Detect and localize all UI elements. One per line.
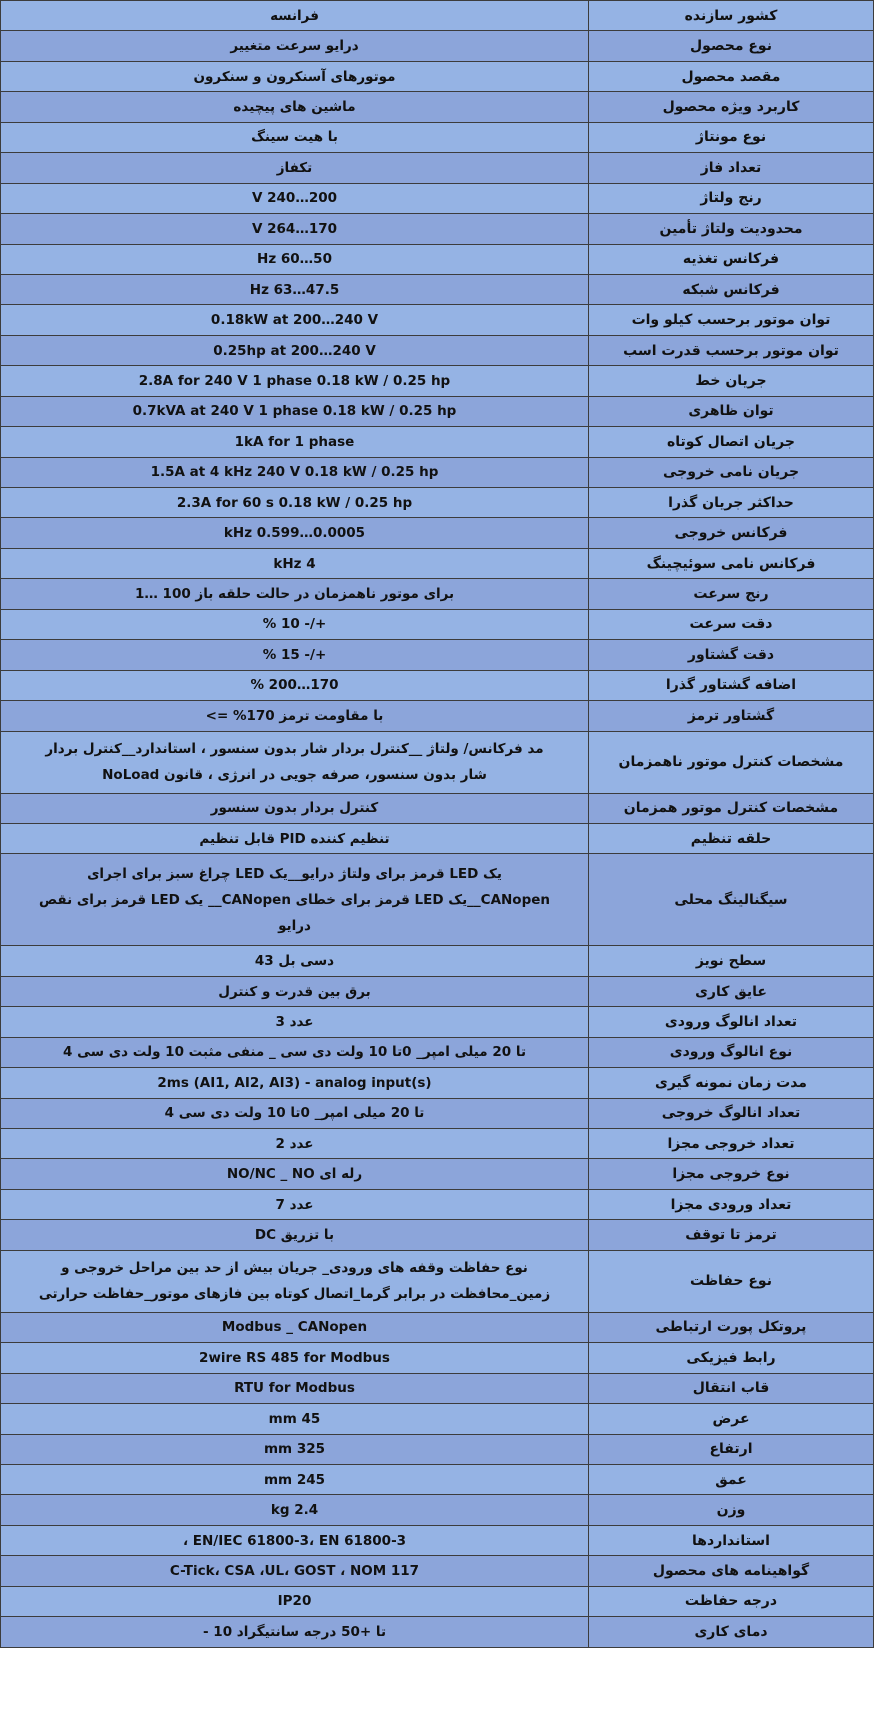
spec-row [1, 518, 874, 548]
spec-key: ارتفاع [589, 1434, 874, 1464]
spec-value [1, 1068, 589, 1098]
spec-value [1, 946, 589, 976]
spec-value-line: با تزریق DC [254, 1227, 335, 1244]
spec-key: نوع خروجی مجزا [589, 1159, 874, 1189]
spec-row [1, 1068, 874, 1098]
spec-row [1, 61, 874, 91]
spec-value [1, 609, 589, 639]
spec-value [1, 92, 589, 122]
spec-value [1, 1129, 589, 1159]
spec-value [1, 793, 589, 823]
spec-value-line: IP20 [277, 1593, 312, 1610]
spec-row [1, 640, 874, 670]
spec-value [1, 366, 589, 396]
spec-value-line: 2.4 kg [270, 1502, 319, 1519]
spec-value-line: زمین_محافظت در برابر گرما_اتصال کوتاه بین فازهای موتور_حفاظت حرارتی [38, 1286, 551, 1303]
spec-value-line: 2ms (AI1, AI2, AI3) - analog input(s) [157, 1074, 432, 1091]
spec-row [1, 335, 874, 365]
spec-row [1, 579, 874, 609]
spec-value-line: عدد 7 [275, 1196, 314, 1213]
spec-row [1, 1312, 874, 1342]
spec-key: مدت زمان نمونه گیری [589, 1068, 874, 1098]
spec-row [1, 214, 874, 244]
spec-value-line: 2.3A for 60 s 0.18 kW / 0.25 hp [176, 494, 413, 511]
spec-row [1, 31, 874, 61]
spec-value-line: تا 20 میلی امپر_ 0تا 10 ولت دی سی 4 [164, 1105, 425, 1122]
spec-value-line: برق بین قدرت و کنترل [218, 983, 371, 1000]
spec-key: نوع حفاظت [589, 1250, 874, 1312]
spec-row [1, 457, 874, 487]
spec-value-line: 1kA for 1 phase [234, 433, 355, 450]
spec-value-line: 245 mm [263, 1471, 326, 1488]
spec-value [1, 1, 589, 31]
spec-row [1, 1617, 874, 1647]
spec-value-line: 45 mm [268, 1410, 321, 1427]
spec-value-line: دسی بل 43 [254, 953, 335, 970]
spec-row [1, 670, 874, 700]
spec-row [1, 1434, 874, 1464]
spec-value [1, 1098, 589, 1128]
spec-value [1, 488, 589, 518]
spec-value-line: نوع حفاظت وقفه های ورودی_ جریان بیش از حد بین مراحل خروجی و [61, 1260, 528, 1277]
spec-key: حداکثر جریان گذرا [589, 488, 874, 518]
spec-key: تعداد ورودی مجزا [589, 1189, 874, 1219]
spec-row [1, 1250, 874, 1312]
spec-key: عرض [589, 1404, 874, 1434]
spec-row [1, 1159, 874, 1189]
spec-row [1, 976, 874, 1006]
spec-key: فرکانس خروجی [589, 518, 874, 548]
spec-value [1, 122, 589, 152]
spec-key: قاب انتقال [589, 1373, 874, 1403]
spec-value-line: CANopen__یک LED قرمز برای خطای CANopen__ یک LED قرمز برای نقص [38, 891, 551, 908]
spec-row [1, 92, 874, 122]
spec-value-line: 0.18kW at 200…240 V [210, 312, 379, 329]
spec-row [1, 183, 874, 213]
spec-key: تعداد انالوگ خروجی [589, 1098, 874, 1128]
spec-value [1, 305, 589, 335]
spec-value [1, 1525, 589, 1555]
spec-value [1, 976, 589, 1006]
spec-key: حلقه تنظیم [589, 823, 874, 853]
spec-key: توان ظاهری [589, 396, 874, 426]
spec-row [1, 366, 874, 396]
spec-value [1, 1556, 589, 1586]
spec-key: وزن [589, 1495, 874, 1525]
spec-value [1, 1007, 589, 1037]
spec-value-line: درایو سرعت متغییر [230, 38, 359, 55]
spec-key: ترمز تا توقف [589, 1220, 874, 1250]
spec-value-line: ماشین های پیچیده [233, 99, 356, 116]
spec-key: اضافه گشتاور گذرا [589, 670, 874, 700]
spec-key: نوع انالوگ ورودی [589, 1037, 874, 1067]
spec-key: تعداد انالوگ ورودی [589, 1007, 874, 1037]
spec-value-line: 325 mm [263, 1441, 326, 1458]
spec-value [1, 854, 589, 946]
spec-row [1, 609, 874, 639]
spec-key: تعداد خروجی مجزا [589, 1129, 874, 1159]
spec-key: جریان اتصال کوتاه [589, 427, 874, 457]
spec-value-line: عدد 3 [275, 1013, 314, 1030]
spec-key: سیگنالینگ محلی [589, 854, 874, 946]
spec-key: مشخصات کنترل موتور همزمان [589, 793, 874, 823]
spec-value-line: 1.5A at 4 kHz 240 V 0.18 kW / 0.25 hp [150, 464, 439, 481]
spec-row [1, 1037, 874, 1067]
spec-value [1, 1312, 589, 1342]
spec-value [1, 244, 589, 274]
spec-value [1, 823, 589, 853]
spec-row [1, 823, 874, 853]
spec-value-line: +/- 10 % [262, 616, 327, 633]
spec-value-line: کنترل بردار بدون سنسور [210, 800, 379, 817]
spec-value-line: 0.25hp at 200…240 V [213, 342, 376, 359]
spec-row [1, 274, 874, 304]
spec-row [1, 244, 874, 274]
spec-value-line: 47.5…63 Hz [249, 281, 340, 298]
spec-value [1, 1464, 589, 1494]
spec-row [1, 731, 874, 793]
spec-key: رنج سرعت [589, 579, 874, 609]
spec-key: نوع مونتاژ [589, 122, 874, 152]
spec-value [1, 518, 589, 548]
spec-value-line: موتورهای آسنکرون و سنکرون [193, 68, 396, 85]
spec-key: کشور سازنده [589, 1, 874, 31]
spec-table-body [1, 1, 874, 1648]
spec-value-line: 170…200 % [250, 677, 339, 694]
spec-value-line: 170…264 V [251, 220, 338, 237]
spec-row [1, 1343, 874, 1373]
spec-key: گواهینامه های محصول [589, 1556, 874, 1586]
spec-key: دمای کاری [589, 1617, 874, 1647]
spec-row [1, 122, 874, 152]
spec-value [1, 274, 589, 304]
spec-value-line: 0.7kVA at 240 V 1 phase 0.18 kW / 0.25 hp [132, 403, 457, 420]
spec-value-line: EN/IEC 61800-3، EN 61800-3 ، [182, 1532, 407, 1549]
spec-key: پروتکل پورت ارتباطی [589, 1312, 874, 1342]
spec-key: دقت سرعت [589, 609, 874, 639]
spec-value [1, 1220, 589, 1250]
spec-row [1, 427, 874, 457]
spec-value [1, 335, 589, 365]
spec-value [1, 1373, 589, 1403]
spec-key: عمق [589, 1464, 874, 1494]
spec-row [1, 1007, 874, 1037]
spec-value-line: 200…240 V [251, 190, 338, 207]
spec-key: توان موتور برحسب قدرت اسب [589, 335, 874, 365]
spec-value [1, 214, 589, 244]
spec-value [1, 427, 589, 457]
spec-key: درجه حفاظت [589, 1586, 874, 1616]
spec-row [1, 305, 874, 335]
spec-value-line: 50…60 Hz [257, 251, 332, 268]
spec-value [1, 1495, 589, 1525]
spec-value-line: RTU for Modbus [234, 1380, 355, 1397]
spec-row [1, 793, 874, 823]
spec-row [1, 1586, 874, 1616]
spec-value-line: تا 20 میلی امپر_ 0تا 10 ولت دی سی _ منفی مثبت 10 ولت دی سی 4 [62, 1044, 527, 1061]
spec-value [1, 548, 589, 578]
spec-row [1, 153, 874, 183]
spec-value-line: یک LED قرمز برای ولتاژ درایو__یک LED چراغ سبز برای اجرای [87, 865, 502, 882]
spec-key: رابط فیزیکی [589, 1343, 874, 1373]
spec-row [1, 548, 874, 578]
spec-row [1, 1404, 874, 1434]
spec-value [1, 1434, 589, 1464]
spec-value [1, 670, 589, 700]
spec-value-line: تنظیم کننده PID قابل تنظیم [199, 830, 390, 847]
spec-row [1, 1373, 874, 1403]
spec-key: مشخصات کنترل موتور ناهمزمان [589, 731, 874, 793]
spec-value [1, 1617, 589, 1647]
spec-key: گشتاور ترمز [589, 701, 874, 731]
spec-value [1, 1404, 589, 1434]
spec-key: استانداردها [589, 1525, 874, 1555]
spec-row [1, 396, 874, 426]
spec-value [1, 731, 589, 793]
spec-value-line: +/- 15 % [262, 646, 327, 663]
spec-value-line: رله ای NO/NC _ NO [226, 1166, 363, 1183]
spec-value-line: Modbus _ CANopen [221, 1319, 368, 1336]
spec-row [1, 1495, 874, 1525]
spec-value [1, 701, 589, 731]
spec-value [1, 579, 589, 609]
spec-value [1, 31, 589, 61]
spec-value [1, 1159, 589, 1189]
spec-key: کاربرد ویژه محصول [589, 92, 874, 122]
spec-value [1, 457, 589, 487]
spec-value-line: با هیت سینگ [251, 129, 338, 146]
spec-value [1, 1250, 589, 1312]
spec-value [1, 1189, 589, 1219]
spec-key: فرکانس نامی سوئیچینگ [589, 548, 874, 578]
spec-key: سطح نویز [589, 946, 874, 976]
spec-value-line: 0.0005…0.599 kHz [223, 525, 366, 542]
spec-value-line: تا +50 درجه سانتیگراد 10 - [202, 1623, 387, 1640]
spec-value-line: تکفاز [276, 159, 313, 176]
spec-row [1, 488, 874, 518]
spec-row [1, 1129, 874, 1159]
spec-value-line: برای موتور ناهمزمان در حالت حلقه باز 100 …1 [134, 586, 455, 603]
spec-key: توان موتور برحسب کیلو وات [589, 305, 874, 335]
spec-row [1, 946, 874, 976]
spec-key: تعداد فاز [589, 153, 874, 183]
spec-key: فرکانس شبکه [589, 274, 874, 304]
spec-row [1, 1189, 874, 1219]
spec-value-line: C-Tick، CSA ،UL، GOST ، NOM 117 [169, 1562, 420, 1579]
spec-key: عایق کاری [589, 976, 874, 1006]
spec-value [1, 640, 589, 670]
spec-key: مقصد محصول [589, 61, 874, 91]
spec-key: جریان نامی خروجی [589, 457, 874, 487]
spec-row [1, 1098, 874, 1128]
spec-value-line: 2wire RS 485 for Modbus [199, 1349, 390, 1366]
spec-value-line: 2.8A for 240 V 1 phase 0.18 kW / 0.25 hp [138, 372, 451, 389]
spec-value-line: 4 kHz [273, 555, 316, 572]
spec-value-line: درایو [278, 917, 311, 934]
spec-value [1, 153, 589, 183]
spec-value-line: با مقاومت ترمز 170% => [205, 707, 384, 724]
spec-value [1, 396, 589, 426]
spec-key: رنج ولتاژ [589, 183, 874, 213]
spec-value-line: شار بدون سنسور، صرفه جویی در انرژی ، قانون NoLoad [102, 767, 487, 783]
spec-row [1, 1525, 874, 1555]
spec-value [1, 1037, 589, 1067]
spec-key: دقت گشتاور [589, 640, 874, 670]
spec-value [1, 61, 589, 91]
spec-key: محدودیت ولتاژ تأمین [589, 214, 874, 244]
spec-value [1, 1586, 589, 1616]
spec-row [1, 1556, 874, 1586]
spec-row [1, 701, 874, 731]
spec-value-line: عدد 2 [275, 1135, 314, 1152]
spec-row [1, 854, 874, 946]
spec-row [1, 1, 874, 31]
spec-value [1, 1343, 589, 1373]
spec-value-line: مد فرکانس/ ولتاژ __کنترل بردار شار بدون سنسور ، استاندارد__کنترل بردار [45, 741, 544, 757]
spec-key: نوع محصول [589, 31, 874, 61]
spec-value-line: فرانسه [270, 7, 319, 24]
spec-key: جریان خط [589, 366, 874, 396]
spec-value [1, 183, 589, 213]
spec-key: فرکانس تغذیه [589, 244, 874, 274]
spec-row [1, 1464, 874, 1494]
spec-row [1, 1220, 874, 1250]
